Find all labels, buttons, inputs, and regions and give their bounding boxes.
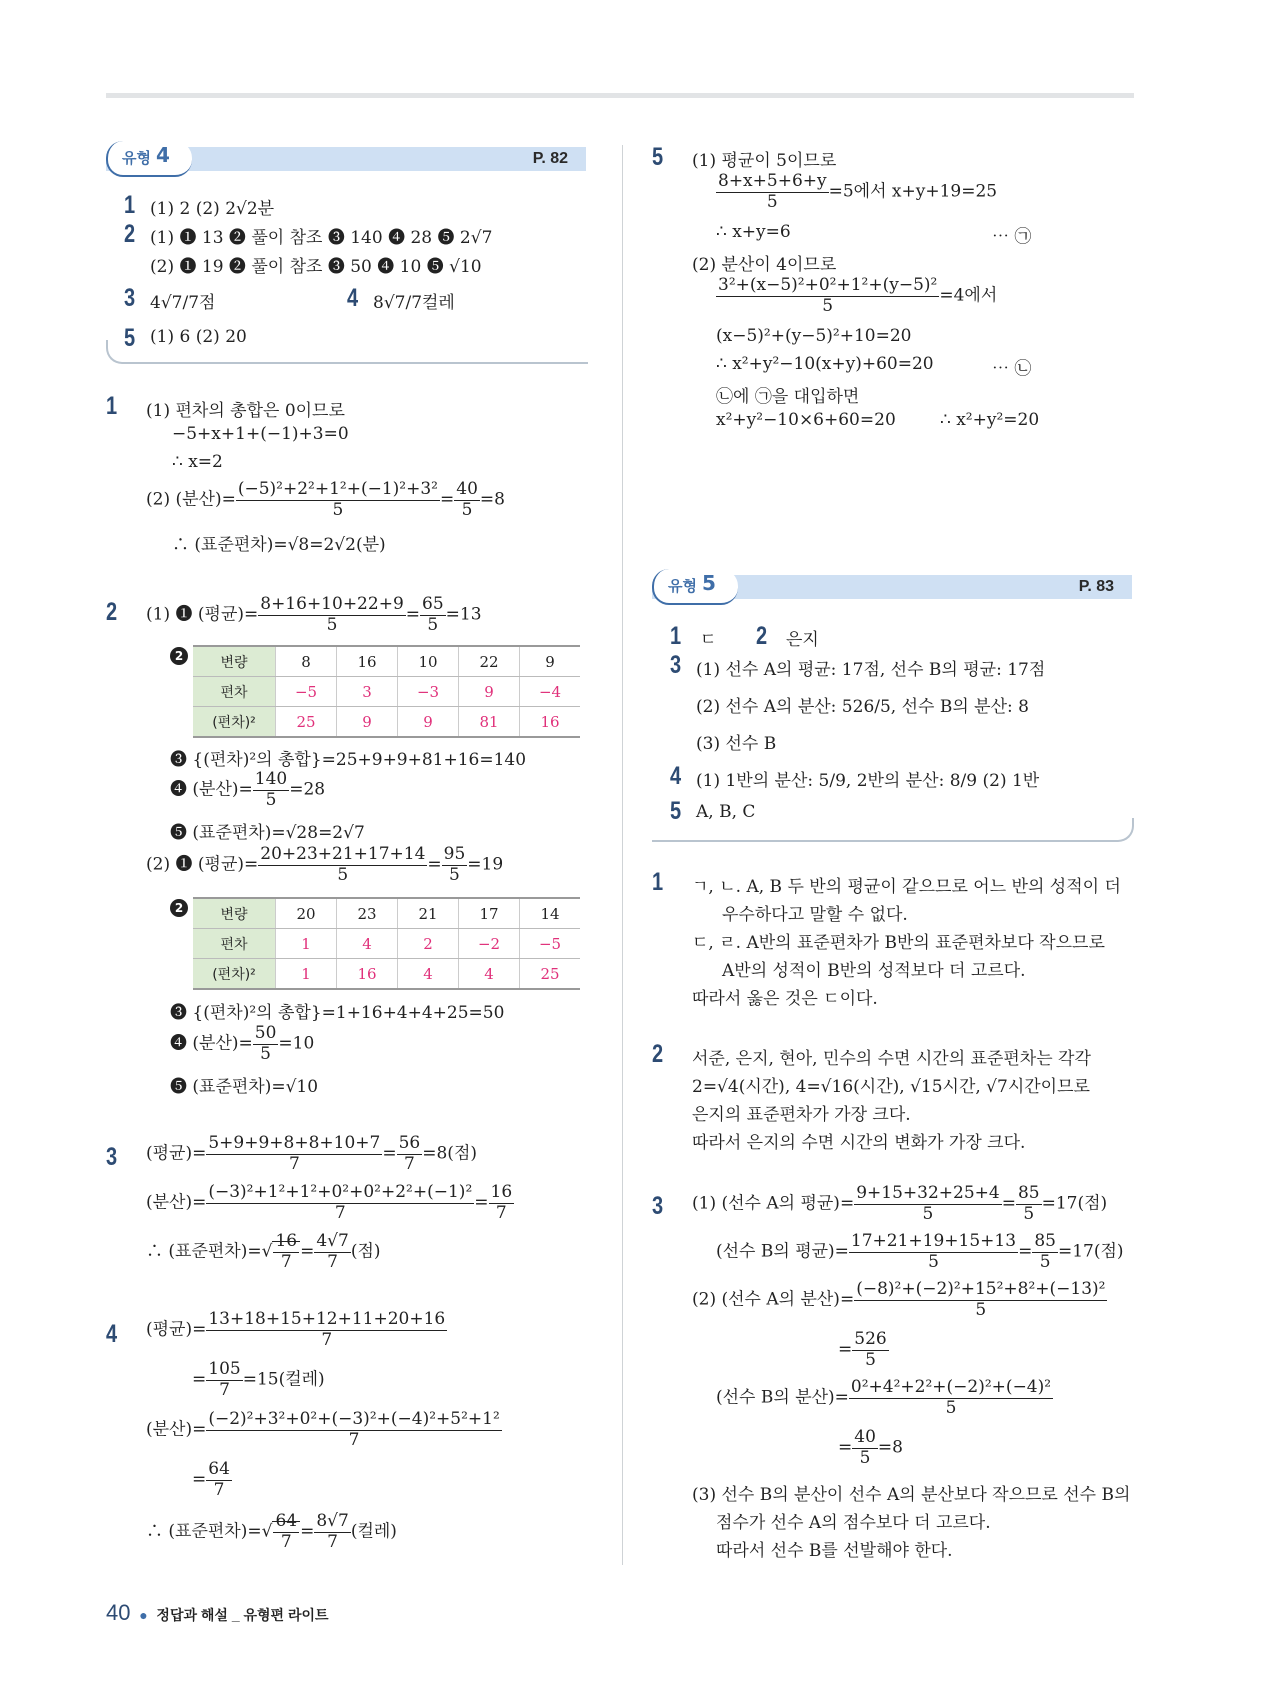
fraction [454, 480, 480, 520]
table-cell: 16 [337, 646, 398, 677]
table-cell: 25 [276, 707, 337, 738]
solution-number: 1 [652, 868, 664, 896]
solution-line: (1) 평균이 5이므로 [692, 151, 837, 171]
numerator: (−2)²+3²+0²+(−3)²+(−4)²+5²+1² [208, 1409, 500, 1429]
fraction [258, 845, 427, 885]
eq-result: (컬레) [350, 1521, 397, 1542]
numerator: 8+16+10+22+9 [260, 594, 404, 614]
table-cell: −5 [520, 929, 581, 959]
eq-prefix: (2) (분산)= [146, 489, 236, 510]
denominator: 7 [213, 1479, 225, 1500]
solution-line: ㉡에 ㉠을 대입하면 [716, 387, 860, 407]
solution-line: 은지의 표준편차가 가장 크다. [692, 1105, 911, 1125]
quick-answer-2: 은지 [786, 630, 819, 650]
fraction [206, 1134, 382, 1174]
table-cell: −3 [398, 677, 459, 707]
table-row [193, 898, 580, 929]
type-tag [106, 141, 192, 177]
step-2-marker: 2 [170, 645, 188, 665]
table-header-cell: 변량 [193, 898, 276, 929]
table-row [193, 646, 580, 677]
eq-result: =19 [467, 854, 504, 875]
table-header-cell: 편차 [193, 677, 276, 707]
quick-answer-3: 4√7/7점 [150, 293, 216, 313]
solution-equation: (2) (분산)= $\frac{\text{(−5)²+2²+1²+(−1)²+3²}}{5}$ = $\frac{40}{5}$ =8 [146, 479, 505, 520]
denominator: 5 [332, 499, 344, 520]
eq-prefix: ∴ (표준편차)= [146, 1241, 262, 1262]
numerator: 64 [275, 1511, 298, 1531]
tag-number: 4 [156, 143, 170, 167]
table-cell: 3 [337, 677, 398, 707]
solution-number: 3 [652, 1192, 664, 1220]
fraction [442, 845, 468, 885]
numerator: 50 [254, 1023, 277, 1043]
fraction [852, 1428, 878, 1468]
solution-line: −5+x+1+(−1)+3=0 [172, 424, 349, 444]
solution-line: ∴ x²+y²−10(x+y)+60=20 [716, 354, 934, 374]
numerator: 40 [456, 479, 478, 499]
eq-prefix: (분산)= [146, 1419, 207, 1440]
solution-equation: = $\frac{526}{5}$ [838, 1329, 887, 1370]
eq-result: =8 [479, 489, 505, 510]
page-footer [106, 1600, 329, 1626]
denominator: 7 [327, 1531, 338, 1552]
solution-line: 따라서 은지의 수면 시간의 변화가 가장 크다. [692, 1133, 1026, 1153]
solution-line: ∴ x=2 [172, 452, 223, 472]
eq-prefix: (선수 B의 평균)= [716, 1241, 849, 1262]
fraction [206, 1183, 474, 1223]
fraction [273, 1232, 299, 1272]
denominator: 7 [288, 1153, 300, 1174]
table-cell: 14 [520, 898, 581, 929]
numerator: 16 [275, 1231, 298, 1251]
solution-number: 2 [106, 598, 118, 626]
denominator: 5 [337, 864, 349, 885]
solution-equation: (선수 B의 평균)= $\frac{17+21+19+15+13}{5}$ = $\frac{85}{5}$ =17(점) [716, 1231, 1124, 1272]
equation-marker: ⋯ ㉠ [992, 227, 1032, 247]
fraction [849, 1232, 1018, 1272]
solution-equation: (2) ❶ (평균)= $\frac{20+23+21+17+14}{5}$ = $\frac{95}{5}$ =19 [146, 844, 504, 885]
type-tag [652, 569, 738, 605]
denominator: 5 [859, 1447, 871, 1468]
numerator: 85 [1034, 1231, 1056, 1251]
solution-line: (1) 편차의 총합은 0이므로 [146, 401, 345, 421]
solution-equation: (분산)= $\frac{\text{(−3)²+1²+1²+0²+0²+2²+(−1)²}}{7}$ = $\frac{16}{7}$ [146, 1182, 513, 1223]
eq-prefix: (선수 B의 분산)= [716, 1387, 849, 1408]
solution-line: 점수가 선수 A의 점수보다 더 고르다. [716, 1513, 991, 1533]
quick-answer-4: (1) 1반의 분산: 5/9, 2반의 분산: 8/9 (2) 1반 [696, 771, 1040, 791]
denominator: 5 [427, 614, 439, 635]
table-cell: 23 [337, 898, 398, 929]
numerator: 5+9+9+8+8+10+7 [208, 1133, 381, 1153]
fraction [314, 1232, 350, 1272]
eq-result: =10 [278, 1033, 315, 1054]
quick-answer-5: A, B, C [696, 802, 756, 822]
table-cell: 16 [520, 707, 581, 738]
table-header-cell: (편차)² [193, 959, 276, 990]
numerator: 16 [490, 1182, 513, 1202]
section-header-type4 [106, 143, 586, 171]
fraction [852, 1330, 888, 1370]
solution-line: x²+y²−10×6+60=20 [716, 410, 896, 430]
denominator: 5 [975, 1299, 987, 1320]
table-header-cell: (편차)² [193, 707, 276, 738]
fraction [489, 1183, 515, 1223]
fraction [716, 172, 829, 212]
numerator: 40 [854, 1427, 876, 1447]
eq-prefix: ∴ (표준편차)= [146, 1521, 262, 1542]
denominator: 5 [865, 1349, 876, 1370]
page-reference: P. 82 [532, 150, 568, 167]
fraction [849, 1378, 1053, 1418]
solution-number: 1 [106, 392, 118, 420]
denominator: 7 [280, 1251, 292, 1272]
eq-result: =8(점) [422, 1143, 477, 1164]
denominator: 5 [265, 789, 277, 810]
quick-answer-5: (1) 6 (2) 20 [150, 327, 247, 347]
solution-line: ㄷ, ㄹ. A반의 표준편차가 B반의 표준편차보다 작으므로 [692, 933, 1105, 953]
numerator: 17+21+19+15+13 [850, 1231, 1017, 1251]
table-cell: −5 [276, 677, 337, 707]
solution-equation: = $\frac{64}{7}$ [192, 1459, 230, 1500]
fraction [236, 480, 440, 520]
answer-number: 3 [124, 284, 136, 312]
solution-line: ❺ (표준편차)=√10 [170, 1077, 319, 1097]
denominator: 5 [945, 1397, 957, 1418]
table-cell: 8 [276, 646, 337, 677]
table-row [193, 677, 580, 707]
denominator: 7 [321, 1329, 333, 1350]
page-reference: P. 83 [1078, 578, 1114, 595]
numerator: 95 [443, 844, 466, 864]
solution-equation: (평균)= $\frac{5+9+9+8+8+10+7}{7}$ = $\frac{56}{7}$ =8(점) [146, 1133, 477, 1174]
numerator: 8√7 [316, 1511, 349, 1531]
solution-line: ∴ x²+y²=20 [940, 410, 1040, 430]
fraction [206, 1310, 447, 1350]
numerator: 64 [208, 1459, 230, 1479]
quick-answer-4: 8√7/7컬레 [373, 293, 455, 313]
solution-line: 따라서 옳은 것은 ㄷ이다. [692, 989, 878, 1009]
numerator: 8+x+5+6+y [718, 171, 827, 191]
solution-line: (2) 분산이 4이므로 [692, 255, 837, 275]
bullet-icon: ● [139, 1607, 148, 1623]
answer-number: 4 [670, 762, 682, 790]
solution-equation: (1) (선수 A의 평균)= $\frac{9+15+32+25+4}{5}$ = $\frac{85}{5}$ =17(점) [692, 1183, 1108, 1224]
table-cell: 25 [520, 959, 581, 990]
solution-line: 2=√4(시간), 4=√16(시간), √15시간, √7시간이므로 [692, 1077, 1090, 1097]
section-header-type5 [652, 571, 1132, 599]
fraction [716, 276, 939, 316]
eq-result: =28 [289, 779, 326, 800]
solution-line: A반의 성적이 B반의 성적보다 더 고르다. [722, 961, 1026, 981]
eq-result: =13 [445, 604, 482, 625]
table-cell: 9 [520, 646, 581, 677]
denominator: 7 [280, 1531, 292, 1552]
solution-number: 5 [652, 143, 664, 171]
eq-prefix: ❹ (분산)= [170, 779, 253, 800]
answer-number: 2 [124, 220, 136, 248]
denominator: 7 [404, 1153, 415, 1174]
solution-equation: ∴ (표준편차)=√ $\frac{64}{7}$ = $\frac{8√7}{7}$ (컬레) [146, 1511, 397, 1552]
numerator: 85 [1017, 1183, 1040, 1203]
tag-label: 유형 [668, 577, 697, 595]
solution-line: 우수하다고 말할 수 없다. [722, 905, 908, 925]
column-divider [622, 145, 623, 1565]
table-row [193, 707, 580, 738]
solution-equation [170, 770, 325, 810]
fraction [258, 595, 406, 635]
denominator: 5 [326, 614, 338, 635]
denominator: 5 [822, 295, 834, 316]
quick-answer-2-2: (2) ❶ 19 ❷ 풀이 참조 ❸ 50 ❹ 10 ❺ √10 [150, 257, 482, 277]
numerator: (−8)²+(−2)²+15²+8²+(−13)² [856, 1279, 1106, 1299]
denominator: 5 [1023, 1203, 1035, 1224]
solution-line: ❸ {(편차)²의 총합}=25+9+9+81+16=140 [170, 750, 527, 770]
fraction [206, 1360, 242, 1400]
quick-answer-3-1: (1) 선수 A의 평균: 17점, 선수 B의 평균: 17점 [696, 660, 1046, 680]
quick-answer-3-2: (2) 선수 A의 분산: 526/5, 선수 B의 분산: 8 [696, 697, 1029, 717]
eq-result: =17(점) [1057, 1241, 1124, 1262]
eq-prefix: (2) ❶ (평균)= [146, 854, 259, 875]
solution-number: 3 [106, 1143, 118, 1171]
numerator: (−5)²+2²+1²+(−1)²+3² [237, 479, 438, 499]
table-header-cell: 편차 [193, 929, 276, 959]
numerator: 65 [422, 594, 444, 614]
solution-line: ∴ (표준편차)=√8=2√2(분) [172, 535, 386, 555]
solution-line: 따라서 선수 B를 선발해야 한다. [716, 1541, 953, 1561]
denominator: 5 [260, 1043, 271, 1064]
denominator: 7 [219, 1379, 230, 1400]
numerator: 20+23+21+17+14 [260, 844, 426, 864]
numerator: 9+15+32+25+4 [856, 1183, 1000, 1203]
eq-result: (점) [350, 1241, 381, 1262]
quick-answer-3-3: (3) 선수 B [696, 734, 777, 754]
fraction [854, 1184, 1002, 1224]
solution-number: 4 [106, 1320, 118, 1348]
fraction [206, 1460, 232, 1500]
table-cell: 2 [398, 929, 459, 959]
quick-answer-2-1: (1) ❶ 13 ❷ 풀이 참조 ❸ 140 ❹ 28 ❺ 2√7 [150, 228, 493, 248]
answer-number: 3 [670, 651, 682, 679]
solution-equation: = $\frac{105}{7}$ =15(컬레) [192, 1359, 325, 1400]
solution-equation [716, 172, 997, 212]
solution-line: ❺ (표준편차)=√28=2√7 [170, 823, 365, 843]
solution-equation [716, 276, 997, 316]
numerator: 105 [208, 1359, 241, 1379]
numerator: 526 [854, 1329, 887, 1349]
numerator: 0²+4²+2²+(−2)²+(−4)² [850, 1377, 1052, 1397]
denominator: 7 [495, 1202, 507, 1223]
eq-prefix: (분산)= [146, 1192, 207, 1213]
step-2-marker: 2 [170, 897, 188, 917]
numerator: 4√7 [316, 1231, 349, 1251]
eq-prefix: ❹ (분산)= [170, 1033, 253, 1054]
table-cell: 4 [459, 959, 520, 990]
table-cell: 9 [398, 707, 459, 738]
solution-equation [146, 1410, 502, 1450]
fraction [206, 1410, 501, 1450]
eq-prefix: (평균)= [146, 1319, 207, 1340]
numerator: 3²+(x−5)²+0²+1²+(y−5)² [718, 275, 938, 295]
answer-number: 1 [670, 622, 682, 650]
fraction [1016, 1184, 1042, 1224]
table-cell: 20 [276, 898, 337, 929]
fraction [420, 595, 446, 635]
quick-answer-1: ㄷ [700, 630, 717, 650]
numerator: 13+18+15+12+11+20+16 [208, 1309, 446, 1329]
table-header-cell: 변량 [193, 646, 276, 677]
fraction [397, 1134, 423, 1174]
answer-number: 4 [347, 284, 359, 312]
deviation-table-2 [193, 897, 580, 990]
solution-line: ❸ {(편차)²의 총합}=1+16+4+4+25=50 [170, 1003, 505, 1023]
eq-result: =8 [877, 1437, 903, 1458]
solution-equation: = $\frac{40}{5}$ =8 [838, 1427, 903, 1468]
table-cell: −4 [520, 677, 581, 707]
table-cell: 1 [276, 959, 337, 990]
answer-number: 5 [670, 797, 682, 825]
fraction [273, 1512, 299, 1552]
table-cell: 1 [276, 929, 337, 959]
table-cell: 17 [459, 898, 520, 929]
table-cell: −2 [459, 929, 520, 959]
answer-number: 2 [756, 622, 768, 650]
fraction [253, 1024, 279, 1064]
solution-equation: ∴ (표준편차)=√ $\frac{16}{7}$ = $\frac{4√7}{7}$ (점) [146, 1231, 381, 1272]
denominator: 5 [928, 1251, 939, 1272]
solution-line: (x−5)²+(y−5)²+10=20 [716, 326, 912, 346]
denominator: 7 [348, 1429, 360, 1450]
footer-title: 정답과 해설 _ 유형편 라이트 [156, 1607, 329, 1623]
numerator: (−3)²+1²+1²+0²+0²+2²+(−1)² [208, 1182, 473, 1202]
denominator: 5 [766, 191, 778, 212]
answer-number: 1 [124, 191, 136, 219]
eq-prefix: (2) (선수 A의 분산)= [692, 1289, 855, 1310]
fraction [1032, 1232, 1058, 1272]
numerator: 140 [254, 769, 288, 789]
table-cell: 81 [459, 707, 520, 738]
denominator: 7 [334, 1202, 346, 1223]
solution-equation [146, 1310, 447, 1350]
fraction [854, 1280, 1107, 1320]
table-cell: 22 [459, 646, 520, 677]
tag-number: 5 [702, 571, 716, 595]
table-row [193, 959, 580, 990]
table-cell: 10 [398, 646, 459, 677]
deviation-table-1 [193, 645, 580, 738]
eq-prefix: (평균)= [146, 1143, 207, 1164]
page-number: 40 [106, 1600, 131, 1625]
fraction [314, 1512, 350, 1552]
denominator: 5 [1039, 1251, 1051, 1272]
table-cell: 21 [398, 898, 459, 929]
top-rule [106, 93, 1134, 98]
eq-prefix: (1) (선수 A의 평균)= [692, 1193, 855, 1214]
denominator: 7 [327, 1251, 338, 1272]
fraction [253, 770, 289, 810]
solution-equation [716, 1378, 1053, 1418]
denominator: 5 [461, 499, 473, 520]
eq-prefix: (1) ❶ (평균)= [146, 604, 259, 625]
eq-result: =15(컬레) [242, 1369, 325, 1390]
quick-answer-1: (1) 2 (2) 2√2분 [150, 199, 275, 219]
solution-equation [692, 1280, 1107, 1320]
solution-line: 서준, 은지, 현아, 민수의 수면 시간의 표준편차는 각각 [692, 1049, 1091, 1069]
solution-line: ㄱ, ㄴ. A, B 두 반의 평균이 같으므로 어느 반의 성적이 더 [692, 877, 1121, 897]
equation-marker: ⋯ ㉡ [992, 359, 1032, 379]
solution-line: ∴ x+y=6 [716, 222, 791, 242]
table-row [193, 929, 580, 959]
table-cell: 4 [398, 959, 459, 990]
table-cell: 16 [337, 959, 398, 990]
table-cell: 4 [337, 929, 398, 959]
denominator: 5 [922, 1203, 934, 1224]
solution-line: (3) 선수 B의 분산이 선수 A의 분산보다 작으므로 선수 B의 [692, 1485, 1131, 1505]
numerator: 56 [398, 1133, 421, 1153]
solution-number: 2 [652, 1040, 664, 1068]
solution-equation [170, 1024, 314, 1064]
eq-result: =17(점) [1041, 1193, 1108, 1214]
eq-result: =5에서 x+y+19=25 [828, 181, 998, 202]
solution-equation: (1) ❶ (평균)= $\frac{8+16+10+22+9}{5}$ = $\frac{65}{5}$ =13 [146, 594, 482, 635]
table-cell: 9 [337, 707, 398, 738]
denominator: 5 [449, 864, 460, 885]
eq-result: =4에서 [939, 285, 998, 306]
tag-label: 유형 [122, 149, 151, 167]
table-cell: 9 [459, 677, 520, 707]
answer-number: 5 [124, 324, 136, 352]
